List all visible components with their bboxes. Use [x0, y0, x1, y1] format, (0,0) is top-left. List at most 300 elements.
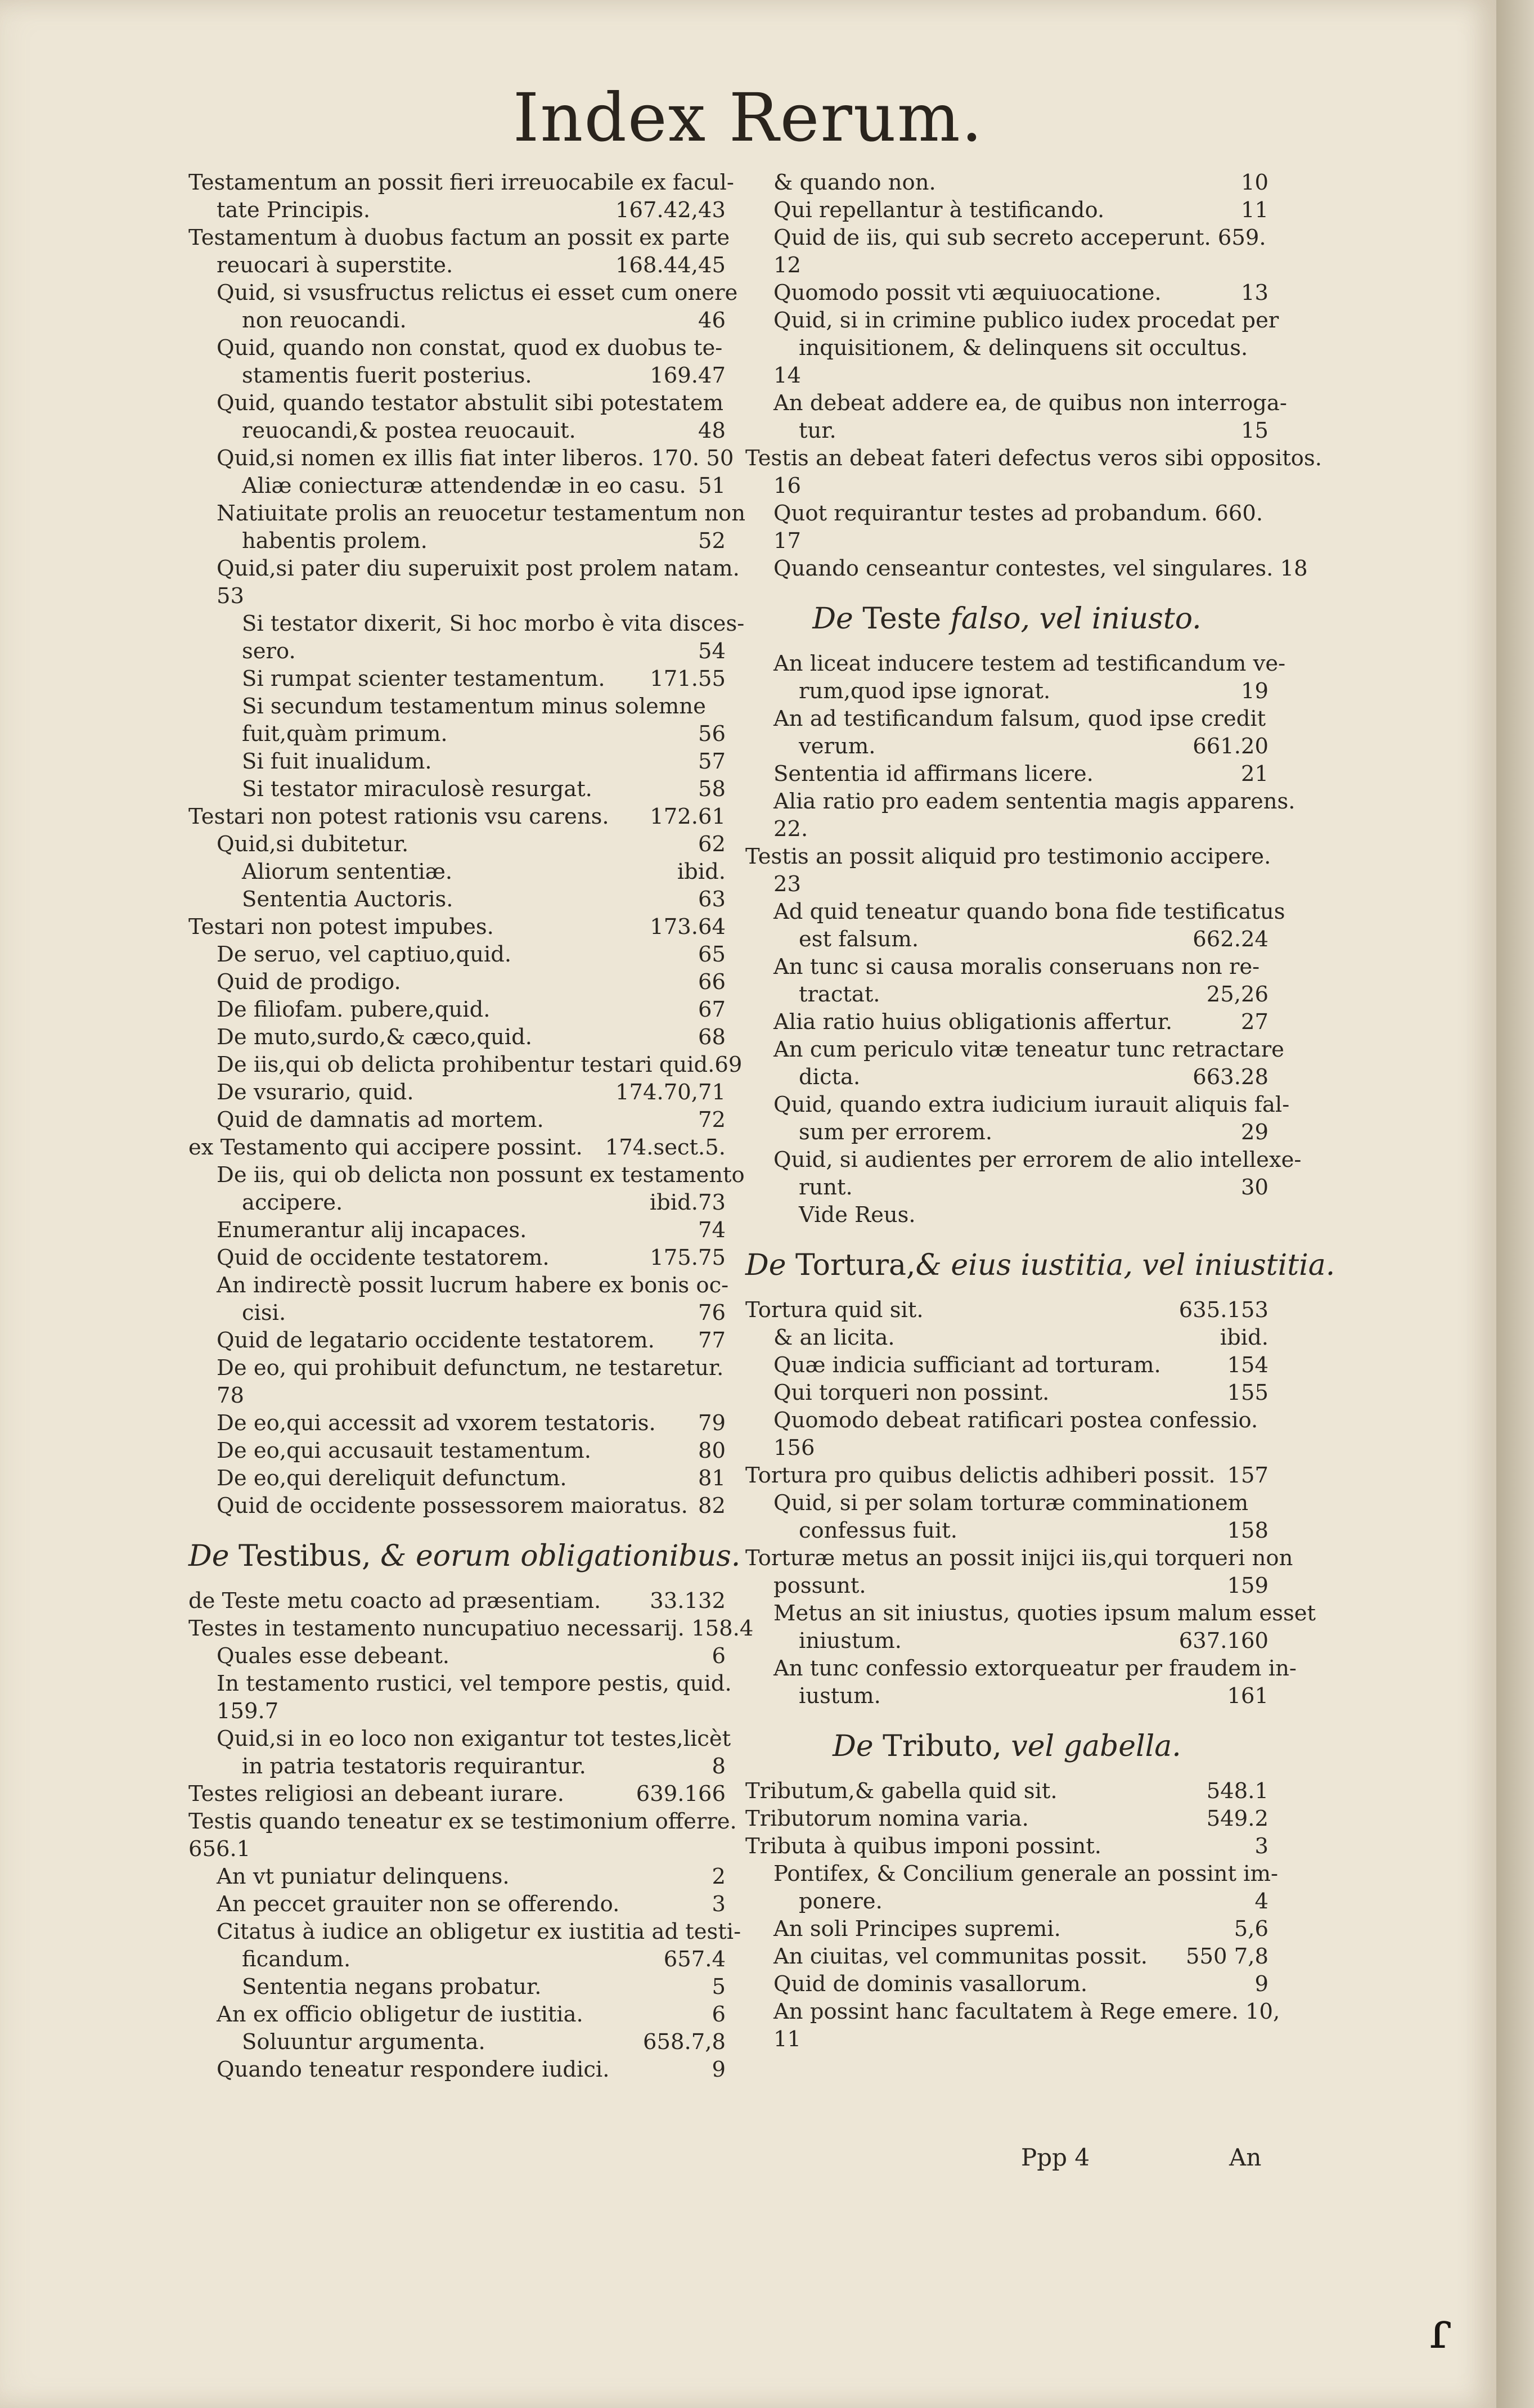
- entry-text: An liceat inducere testem ad testificandum ve-: [773, 651, 1286, 676]
- entry-text: Quid de iis, qui sub secreto acceperunt. 659.: [773, 225, 1266, 250]
- entry-text: accipere.: [242, 1190, 343, 1215]
- index-entry: [745, 1489, 1268, 1517]
- index-entry: [745, 472, 1268, 500]
- page-reference: 658.7,8: [643, 2029, 726, 2055]
- entry-text: An ad testificandum falsum, quod ipse credit: [773, 706, 1266, 731]
- index-entry: [745, 389, 1287, 417]
- index-entry: [745, 1970, 1268, 1998]
- entry-text: Testari non potest impubes.: [188, 914, 494, 940]
- page-reference: 76: [698, 1300, 726, 1326]
- entry-text: reuocandi,& postea reuocauit.: [242, 418, 576, 443]
- entry-text: Quando teneatur respondere iudici.: [217, 2057, 610, 2082]
- entry-text: Qui torqueri non possint.: [773, 1380, 1050, 1405]
- entry-text: Alia ratio huius obligationis affertur.: [773, 1009, 1173, 1035]
- entry-text: Quid,si pater diu superuixit post prolem natam.: [217, 556, 740, 581]
- page-edge: [1496, 0, 1534, 2408]
- page-title: Index Rerum.: [512, 79, 984, 156]
- entry-text: 78: [217, 1383, 244, 1408]
- entry-text: de Teste metu coacto ad præsentiam.: [188, 1588, 601, 1614]
- index-entry: [745, 1998, 1280, 2025]
- index-entry: [188, 1753, 726, 1780]
- page-reference: ibid.: [1220, 1325, 1268, 1350]
- index-entry: [745, 1655, 1297, 1682]
- entry-text: Quot requirantur testes ad probandum. 660.: [773, 501, 1263, 526]
- entry-text: De eo,qui dereliquit defunctum.: [217, 1466, 567, 1491]
- index-entry: [745, 527, 1268, 555]
- index-entry: [745, 1544, 1293, 1572]
- page-reference: ibid.73: [649, 1190, 726, 1215]
- page-reference: 635.153: [1178, 1297, 1268, 1323]
- index-entry: [188, 389, 726, 417]
- page-reference: 171.55: [650, 666, 726, 691]
- entry-text: Quid,si nomen ex illis fiat inter liberos. 170. 50: [217, 446, 734, 471]
- index-entry: [188, 527, 726, 555]
- index-entry: [188, 1354, 726, 1382]
- index-entry: [188, 1161, 745, 1189]
- page-reference: ibid.: [677, 859, 726, 884]
- left-column: [188, 169, 754, 2083]
- entry-text: Quid de legatario occidente testatorem.: [217, 1328, 655, 1353]
- index-entry: [188, 1437, 726, 1464]
- entry-text: An peccet grauiter non se offerendo.: [217, 1892, 620, 1917]
- entry-text: Testes in testamento nuncupatiuo necessarij. 158.4: [188, 1616, 754, 1641]
- index-entry: [745, 1379, 1268, 1407]
- entry-text: De filiofam. pubere,quid.: [217, 997, 491, 1022]
- index-entry: [188, 224, 730, 251]
- entry-text: dicta.: [799, 1064, 861, 1090]
- index-entry: [188, 362, 726, 389]
- page-reference: 27: [1241, 1009, 1268, 1035]
- index-entry: [188, 1615, 754, 1642]
- entry-text: 156: [773, 1435, 815, 1461]
- entry-text: Quales esse debeant.: [217, 1643, 450, 1669]
- page-reference: 72: [698, 1107, 726, 1133]
- entry-text: De muto,surdo,& cæco,quid.: [217, 1025, 532, 1050]
- entry-text: 12: [773, 253, 801, 278]
- page-reference: 77: [698, 1328, 726, 1353]
- page-reference: 80: [698, 1438, 726, 1463]
- index-entry: [745, 705, 1268, 733]
- index-entry: [188, 1890, 726, 1918]
- page-reference: 63: [698, 887, 726, 912]
- entry-text: Aliæ coniecturæ attendendæ in eo casu.: [242, 473, 686, 498]
- page-reference: 168.44,45: [615, 253, 726, 278]
- index-entry: [188, 1464, 726, 1492]
- page-reference: 48: [698, 418, 726, 443]
- index-entry: [745, 650, 1286, 677]
- entry-text: Quomodo debeat ratificari postea confessio.: [773, 1408, 1258, 1433]
- entry-text: stamentis fuerit posterius.: [242, 363, 532, 388]
- index-entry: [188, 1642, 726, 1670]
- index-entry: [745, 251, 1268, 279]
- entry-text: 22.: [773, 816, 808, 842]
- page-reference: 5,6: [1234, 1916, 1268, 1942]
- entry-text: inquisitionem, & delinquens sit occultus.: [799, 335, 1248, 361]
- index-entry: [745, 733, 1268, 760]
- index-entry: [188, 665, 726, 693]
- page-reference: 8: [712, 1754, 726, 1779]
- entry-text: Aliorum sententiæ.: [242, 859, 453, 884]
- entry-text: Tortura quid sit.: [745, 1297, 924, 1323]
- index-entry: [745, 870, 1268, 898]
- entry-text: Testari non potest rationis vsu carens.: [188, 804, 609, 829]
- entry-text: tate Principis.: [217, 197, 371, 223]
- page-reference: 158: [1227, 1518, 1268, 1543]
- entry-text: An tunc confessio extorqueatur per fraudem in-: [773, 1656, 1297, 1681]
- index-entry: [188, 279, 738, 307]
- index-entry: [745, 1860, 1278, 1888]
- index-entry: [188, 500, 746, 527]
- section-heading: De Tributo, vel gabella.: [833, 1729, 1181, 1763]
- entry-text: An cum periculo vitæ teneatur tunc retractare: [773, 1037, 1284, 1062]
- entry-text: De eo,qui accessit ad vxorem testatoris.: [217, 1410, 656, 1436]
- entry-text: An ciuitas, vel communitas possit.: [773, 1944, 1148, 1969]
- page-reference: 82: [698, 1493, 726, 1519]
- index-entry: [188, 417, 726, 444]
- index-entry: [745, 224, 1268, 251]
- section-heading: De Tortura,& eius iustitia, vel iniustitia.: [745, 1248, 1335, 1282]
- page-reference: 173.64: [650, 914, 726, 940]
- page-reference: 67: [698, 997, 726, 1022]
- index-entry: [745, 1627, 1268, 1655]
- index-entry: [745, 1434, 1268, 1462]
- right-column: [745, 169, 1335, 2053]
- page-reference: 9: [1254, 1971, 1268, 1997]
- index-entry: [745, 196, 1268, 224]
- index-entry: [745, 2025, 1268, 2053]
- page-reference: 154: [1227, 1353, 1268, 1378]
- entry-text: Qui repellantur à testificando.: [773, 197, 1105, 223]
- entry-text: sero.: [242, 639, 296, 664]
- entry-text: De iis, qui ob delicta non possunt ex testamento: [217, 1162, 745, 1188]
- entry-text: Testis an possit aliquid pro testimonio accipere.: [745, 844, 1271, 869]
- entry-text: 16: [773, 473, 801, 498]
- entry-text: Testamentum an possit fieri irreuocabile ex facul-: [188, 170, 734, 195]
- index-entry: [745, 1118, 1268, 1146]
- page-reference: 68: [698, 1025, 726, 1050]
- page-reference: 65: [698, 942, 726, 967]
- page-reference: 663.28: [1193, 1064, 1268, 1090]
- index-entry: [188, 1492, 726, 1520]
- index-entry: [188, 1327, 726, 1354]
- entry-text: Si testator miraculosè resurgat.: [242, 776, 592, 802]
- index-entry: [188, 1134, 726, 1161]
- page-reference: 58: [698, 776, 726, 802]
- page-reference: 54: [698, 639, 726, 664]
- entry-text: Sententia id affirmans licere.: [773, 761, 1094, 787]
- index-entry: [745, 898, 1285, 926]
- index-entry: [745, 1036, 1284, 1063]
- index-entry: [745, 1915, 1268, 1943]
- index-entry: [188, 1079, 726, 1106]
- entry-text: Quid de prodigo.: [217, 969, 401, 995]
- entry-text: Quid de occidente testatorem.: [217, 1245, 550, 1270]
- index-entry: [188, 2056, 726, 2083]
- index-entry: [188, 1272, 729, 1299]
- index-entry: [745, 1008, 1268, 1036]
- index-entry: [188, 886, 726, 913]
- index-entry: [745, 279, 1268, 307]
- entry-text: 656.1: [188, 1836, 251, 1862]
- index-entry: [188, 472, 726, 500]
- page-reference: 11: [1241, 197, 1268, 223]
- page-reference: 30: [1241, 1175, 1268, 1200]
- page-reference: 81: [698, 1466, 726, 1491]
- entry-text: iustum.: [799, 1683, 881, 1709]
- index-entry: [745, 1324, 1268, 1351]
- index-entry: [188, 1409, 726, 1437]
- page-reference: 46: [698, 308, 726, 333]
- entry-text: & an licita.: [773, 1325, 895, 1350]
- entry-text: runt.: [799, 1175, 853, 1200]
- index-entry: [745, 500, 1268, 527]
- entry-text: Quid, quando testator abstulit sibi potestatem: [217, 390, 724, 416]
- page-reference: 6: [712, 2002, 726, 2027]
- entry-text: 11: [773, 2027, 801, 2052]
- index-entry: [188, 968, 726, 996]
- page-reference: 52: [698, 528, 726, 554]
- index-entry: [745, 815, 1268, 843]
- page-reference: 21: [1241, 761, 1268, 787]
- page-reference: 172.61: [650, 804, 726, 829]
- index-entry: [188, 444, 734, 472]
- index-entry: [188, 1835, 726, 1863]
- entry-text: Testes religiosi an debeant iurare.: [188, 1781, 564, 1807]
- page-reference: 25,26: [1206, 982, 1268, 1007]
- entry-text: Quid, si in crimine publico iudex procedat per: [773, 308, 1279, 333]
- index-entry: [745, 444, 1322, 472]
- entry-text: verum.: [799, 734, 876, 759]
- entry-text: De eo,qui accusauit testamentum.: [217, 1438, 592, 1463]
- entry-text: est falsum.: [799, 927, 919, 952]
- index-entry: [188, 1106, 726, 1134]
- entry-text: De iis,qui ob delicta prohibentur testari quid.69: [217, 1052, 743, 1077]
- index-entry: [745, 1407, 1268, 1434]
- index-entry: [188, 196, 726, 224]
- index-entry: [188, 555, 740, 582]
- index-entry: [188, 1918, 741, 1946]
- page-reference: 661.20: [1193, 734, 1268, 759]
- index-entry: [188, 251, 726, 279]
- entry-text: Quæ indicia sufficiant ad torturam.: [773, 1353, 1161, 1378]
- entry-text: Si secundum testamentum minus solemne: [242, 694, 706, 719]
- entry-text: Quid, quando extra iudicium iurauit aliquis fal-: [773, 1092, 1290, 1117]
- entry-text: Quid, si per solam torturæ comminationem: [773, 1490, 1249, 1516]
- page-reference: 3: [712, 1892, 726, 1917]
- index-entry: [188, 610, 745, 637]
- index-entry: [745, 981, 1268, 1008]
- entry-text: Si fuit inualidum.: [242, 749, 432, 774]
- entry-text: Quomodo possit vti æquiuocatione.: [773, 280, 1162, 306]
- index-entry: [188, 941, 726, 968]
- page-reference: 157: [1227, 1463, 1268, 1488]
- index-entry: [188, 775, 726, 803]
- page-reference: 161: [1227, 1683, 1268, 1709]
- entry-text: De seruo, vel captiuo,quid.: [217, 942, 512, 967]
- entry-text: Sententia Auctoris.: [242, 887, 453, 912]
- index-entry: [188, 996, 726, 1023]
- index-entry: [745, 1777, 1268, 1805]
- entry-text: An ex officio obligetur de iustitia.: [217, 2002, 583, 2027]
- entry-text: Quid de occidente possessorem maioratus.: [217, 1493, 688, 1519]
- index-entry: [745, 788, 1295, 815]
- entry-text: in patria testatoris requirantur.: [242, 1754, 586, 1779]
- page-reference: 174.70,71: [615, 1080, 726, 1105]
- entry-text: An possint hanc facultatem à Rege emere. 10,: [773, 1999, 1280, 2024]
- entry-text: Soluuntur argumenta.: [242, 2029, 485, 2055]
- entry-text: ponere.: [799, 1889, 883, 1914]
- page-reference: 548.1: [1206, 1778, 1268, 1804]
- index-entry: [188, 830, 726, 858]
- page-reference: 169.47: [650, 363, 726, 388]
- index-entry: [188, 1863, 726, 1890]
- index-entry: [745, 417, 1268, 444]
- page-reference: 2: [712, 1864, 726, 1889]
- entry-text: Si testator dixerit, Si hoc morbo è vita disces-: [242, 611, 745, 636]
- index-entry: [745, 843, 1271, 870]
- page-reference: 62: [698, 832, 726, 857]
- index-entry: [188, 307, 726, 334]
- page-reference: 51: [698, 473, 726, 498]
- index-entry: [188, 1670, 732, 1697]
- index-entry: [188, 582, 726, 610]
- entry-text: Quid, quando non constat, quod ex duobus te-: [217, 335, 723, 361]
- entry-text: non reuocandi.: [242, 308, 407, 333]
- index-entry: [188, 748, 726, 775]
- index-entry: [745, 1351, 1268, 1379]
- entry-text: fuit,quàm primum.: [242, 721, 448, 747]
- page-reference: 56: [698, 721, 726, 747]
- index-entry: [745, 1805, 1268, 1832]
- index-entry: [745, 926, 1268, 953]
- pen-mark: ɾ: [1429, 2301, 1452, 2360]
- index-entry: [745, 362, 1268, 389]
- index-entry: [188, 1216, 726, 1244]
- entry-text: Citatus à iudice an obligetur ex iustitia ad testi-: [217, 1919, 741, 1944]
- entry-text: Sententia negans probatur.: [242, 1974, 542, 2000]
- entry-text: Quid, si audientes per errorem de alio intellexe-: [773, 1147, 1302, 1172]
- entry-text: rum,quod ipse ignorat.: [799, 679, 1051, 704]
- index-entry: [745, 1091, 1290, 1118]
- page-reference: 10: [1241, 170, 1268, 195]
- entry-text: Quid,si dubitetur.: [217, 832, 409, 857]
- index-entry: [745, 1888, 1268, 1915]
- index-entry: [745, 1146, 1302, 1174]
- index-entry: [745, 760, 1268, 788]
- page-reference: 4: [1254, 1889, 1268, 1914]
- page-reference: 550 7,8: [1186, 1944, 1268, 1969]
- entry-text: ficandum.: [242, 1947, 351, 1972]
- index-entry: [188, 637, 726, 665]
- page-reference: 6: [712, 1643, 726, 1669]
- entry-text: Quando censeantur contestes, vel singulares. 18: [773, 556, 1308, 581]
- page-reference: 15: [1241, 418, 1268, 443]
- entry-text: sum per errorem.: [799, 1120, 993, 1145]
- index-entry: [745, 1201, 1268, 1229]
- index-entry: [745, 1462, 1268, 1489]
- entry-text: cisi.: [242, 1300, 286, 1326]
- page-reference: 155: [1227, 1380, 1268, 1405]
- catchword: An: [1229, 2144, 1262, 2171]
- index-entry: [745, 1943, 1268, 1970]
- page-reference: 33.132: [650, 1588, 726, 1614]
- entry-text: Tributa à quibus imponi possint.: [745, 1834, 1102, 1859]
- page-reference: 13: [1241, 280, 1268, 306]
- entry-text: Quid, si vsusfructus relictus ei esset cum onere: [217, 280, 738, 306]
- index-entry: [745, 1600, 1316, 1627]
- index-entry: [745, 953, 1268, 981]
- index-entry: [188, 1189, 726, 1216]
- entry-text: possunt.: [773, 1573, 866, 1598]
- entry-text: De eo, qui prohibuit defunctum, ne testaretur.: [217, 1355, 724, 1381]
- index-entry: [745, 1682, 1268, 1710]
- page-reference: 639.166: [636, 1781, 726, 1807]
- entry-text: Vide Reus.: [799, 1202, 916, 1228]
- page-reference: 3: [1254, 1834, 1268, 1859]
- entry-text: 23: [773, 871, 801, 897]
- index-entry: [188, 803, 726, 830]
- entry-text: iniustum.: [799, 1628, 902, 1654]
- entry-text: 17: [773, 528, 801, 554]
- index-entry: [188, 1697, 726, 1725]
- index-entry: [745, 307, 1279, 334]
- page-reference: 5: [712, 1974, 726, 2000]
- entry-text: Ad quid teneatur quando bona fide testificatus: [773, 899, 1285, 924]
- entry-text: Natiuitate prolis an reuocetur testamentum non: [217, 501, 746, 526]
- index-entry: [188, 2001, 726, 2028]
- signature-mark: Ppp 4: [1021, 2144, 1090, 2171]
- entry-text: Quid,si in eo loco non exigantur tot testes,licèt: [217, 1726, 731, 1751]
- entry-text: In testamento rustici, vel tempore pestis, quid.: [217, 1671, 732, 1696]
- page-reference: 637.160: [1178, 1628, 1268, 1654]
- index-entry: [188, 1780, 726, 1808]
- index-entry: [745, 1174, 1268, 1201]
- page-reference: 549.2: [1206, 1806, 1268, 1831]
- index-entry: [745, 1517, 1268, 1544]
- entry-text: An debeat addere ea, de quibus non interroga-: [773, 390, 1287, 416]
- entry-text: reuocari à superstite.: [217, 253, 453, 278]
- entry-text: Testis an debeat fateri defectus veros sibi oppositos.: [745, 446, 1322, 471]
- page-reference: 66: [698, 969, 726, 995]
- index-entry: [188, 1299, 726, 1327]
- entry-text: Torturæ metus an possit inijci iis,qui torqueri non: [745, 1546, 1293, 1571]
- index-entry: [188, 1808, 737, 1835]
- page-reference: 167.42,43: [615, 197, 726, 223]
- index-entry: [745, 1296, 1268, 1324]
- entry-text: Quid de damnatis ad mortem.: [217, 1107, 544, 1133]
- section-heading: De Testibus, & eorum obligationibus.: [188, 1539, 741, 1573]
- index-entry: [745, 1832, 1268, 1860]
- index-entry: [188, 1725, 731, 1753]
- index-entry: [188, 1587, 726, 1615]
- page-reference: 57: [698, 749, 726, 774]
- index-entry: [745, 1572, 1268, 1600]
- entry-text: Testis quando teneatur ex se testimonium offerre.: [188, 1809, 737, 1834]
- section-heading: De Teste falso, vel iniusto.: [812, 602, 1202, 636]
- entry-text: An soli Principes supremi.: [773, 1916, 1061, 1942]
- entry-text: An tunc si causa moralis conseruans non re-: [773, 954, 1260, 980]
- entry-text: & quando non.: [773, 170, 936, 195]
- entry-text: Testamentum à duobus factum an possit ex parte: [188, 225, 730, 250]
- index-entry: [188, 720, 726, 748]
- page-reference: 79: [698, 1410, 726, 1436]
- entry-text: An vt puniatur delinquens.: [217, 1864, 510, 1889]
- page-reference: 9: [712, 2057, 726, 2082]
- page-reference: 159: [1227, 1573, 1268, 1598]
- entry-text: Enumerantur alij incapaces.: [217, 1218, 527, 1243]
- entry-text: confessus fuit.: [799, 1518, 957, 1543]
- page-reference: 29: [1241, 1120, 1268, 1145]
